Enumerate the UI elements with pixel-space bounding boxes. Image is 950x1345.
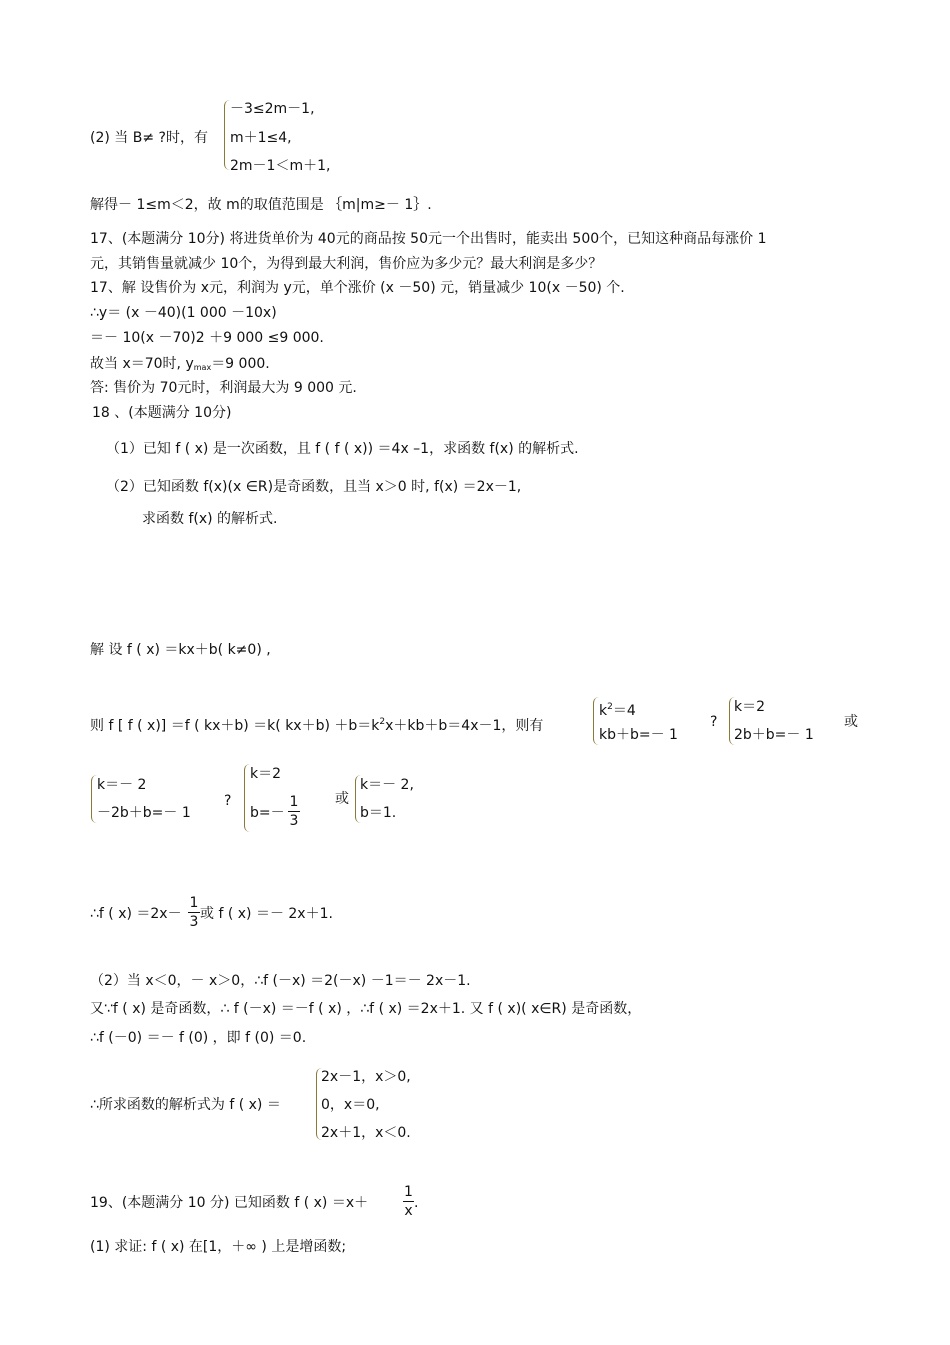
fraction-numerator: 1 [189,895,199,911]
fraction [188,895,200,930]
fraction-denominator: 3 [189,914,199,930]
step-text: 则 f [ f ( x)] ＝f ( kx＋b) ＝k( kx＋b) ＋b＝k [90,718,380,734]
system-line: k＝2 [250,766,282,782]
system-line: 2b＋b=－ 1 [734,727,814,743]
system-line: －2b＋b=－ 1 [97,805,191,821]
q17-solution [90,355,270,377]
q19-header: 19、(本题满分 10 分) 已知函数 f ( x) ＝x＋ [90,1195,369,1211]
q18-conclusion: ∴f ( x) ＝2x－ [90,906,182,922]
fraction-numerator: 1 [289,794,299,810]
case-line: m＋1≤4, [230,130,292,146]
q18-conclusion: 或 f ( x) ＝－ 2x＋1. [200,906,333,922]
step-text: x＋kb＋b＝4x－1，则有 [385,718,544,734]
q18-part1: （1）已知 f ( x) 是一次函数，且 f ( f ( x)) ＝4x –1，求函数 f(x) 的解析式. [106,441,579,457]
q19-period: . [414,1195,419,1211]
square-superscript: 2 [607,702,613,712]
or-word: 或 [844,714,858,730]
system-line: b＝1. [360,805,397,821]
q17-max-value: ＝9 000. [211,356,270,372]
case-line: 2m－1＜m＋1, [230,158,331,174]
fraction-numerator: 1 [404,1184,413,1200]
q18-final-label: ∴所求函数的解析式为 f ( x) ＝ [90,1097,281,1113]
q18-header: 18 、(本题满分 10分) [92,405,232,421]
system-line: k＝－ 2 [97,777,147,793]
q19-part1: (1) 求证: f ( x) 在[1，＋∞ ) 上是增函数; [90,1239,347,1255]
piecewise-case: 2x－1，x＞0, [321,1069,411,1085]
q17-answer: 答: 售价为 70元时，利润最大为 9 000 元. [90,380,357,396]
part2-label: (2) 当 B≠ ?时，有 [90,130,208,146]
q18-part2: （2）已知函数 f(x)(x ∈R)是奇函数，且当 x＞0 时, f(x) ＝2x－1, [106,479,522,495]
q17-question: 元，其销售量就减少 10个，为得到最大利润，售价应为多少元？最大利润是多少？ [90,256,603,272]
implies-symbol: ? [710,714,718,730]
q18-solution-intro: 解 设 f ( x) ＝kx＋b( k≠0) , [90,642,271,658]
system-line: k＝－ 2, [360,777,414,793]
q17-solution: ∴y＝ (x －40)(1 000 －10x) [90,305,277,321]
q17-solution: ＝－ 10(x －70)2 ＋9 000 ≤9 000. [90,330,324,346]
part2-result: 解得－ 1≤m＜2，故 m的取值范围是 ｛m|m≥－ 1｝. [90,197,432,213]
fraction-denominator: x [404,1203,413,1219]
piecewise-case: 2x＋1，x＜0. [321,1125,411,1141]
q18-part2: 求函数 f(x) 的解析式. [142,511,278,527]
case-line: －3≤2m－1, [230,101,315,117]
square-superscript: 2 [379,717,386,727]
fraction [288,794,300,829]
k-var: k [599,703,608,719]
system-line: b=－ [250,805,285,821]
fraction [403,1184,414,1219]
q18-part2-solution: 又∵f ( x) 是奇函数，∴ f (－x) ＝－f ( x) ，∴f ( x) ＝2x＋1. 又 f ( x)( x∈R) 是奇函数， [90,1001,642,1017]
or-word: 或 [335,791,349,807]
q17-solution: 17、解 设售价为 x元，利润为 y元，单个涨价 (x －50) 元，销量减少 10(x －50) 个. [90,280,625,296]
q17-question: 17、(本题满分 10分) 将进货单价为 40元的商品按 50元一个出售时，能卖出 500个，已知这种商品每涨价 1 [90,231,767,247]
system-line: k＝2 [734,699,766,715]
q18-part2-solution: （2）当 x＜0，－ x＞0，∴f (－x) ＝2(－x) －1＝－ 2x－1. [90,973,471,989]
q18-part2-solution: ∴f (－0) ＝－ f (0) ，即 f (0) ＝0. [90,1030,307,1046]
q17-max-label: 故当 x＝70时, y [90,356,194,372]
q18-solution-step [90,713,543,735]
system-line: kb＋b=－ 1 [599,727,678,743]
implies-symbol: ? [224,793,232,809]
system-eq: ＝4 [612,703,636,719]
max-subscript: max [193,363,212,372]
system-line [599,698,636,720]
fraction-denominator: 3 [289,813,299,829]
piecewise-case: 0，x＝0, [321,1097,380,1113]
